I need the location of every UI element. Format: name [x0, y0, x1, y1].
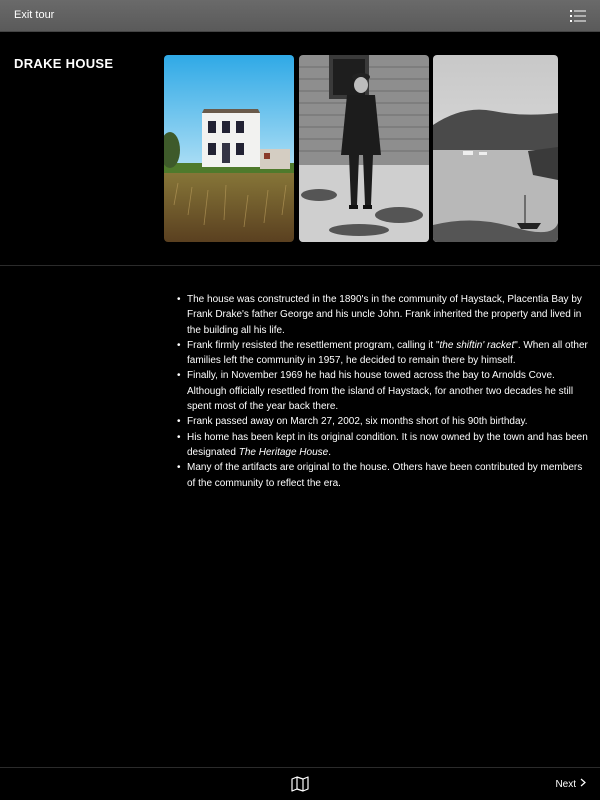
- next-label: Next: [555, 779, 576, 790]
- description: [177, 292, 589, 491]
- frank-drake-portrait-photo[interactable]: [299, 55, 429, 242]
- haystack-harbor-photo[interactable]: [433, 55, 558, 242]
- page-title: DRAKE HOUSE: [14, 56, 114, 71]
- list-item-text: Many of the artifacts are original to the house. Others have been contributed by members of the community to reflect the era.: [187, 462, 583, 489]
- list-item: [187, 414, 589, 429]
- list-item-text: Frank firmly resisted the resettlement program, calling it ": [187, 339, 440, 351]
- bottom-bar: [0, 767, 600, 800]
- list-item-emphasis: the shiftin' racket: [439, 339, 515, 351]
- list-item: [187, 368, 589, 414]
- chevron-right-icon: [580, 778, 586, 790]
- list-item-text: Finally, in November 1969 he had his house towed across the bay to Arnolds Cove. Although officially resettled from the island of Haystack, for another two decades he still spent most of the year back there.: [187, 370, 574, 413]
- list-item: [187, 460, 589, 491]
- description-list: [177, 292, 589, 491]
- section-divider: [0, 265, 600, 266]
- list-item: [187, 338, 589, 369]
- drake-house-color-photo[interactable]: [164, 55, 294, 242]
- list-icon[interactable]: [570, 9, 586, 23]
- list-item: [187, 430, 589, 461]
- map-icon[interactable]: [291, 776, 309, 792]
- list-item: [187, 292, 589, 338]
- top-bar: [0, 0, 600, 32]
- list-item-emphasis: The Heritage House: [238, 446, 329, 458]
- next-button[interactable]: [555, 778, 586, 790]
- exit-tour-button[interactable]: Exit tour: [14, 9, 55, 21]
- list-item-text: .: [328, 446, 331, 458]
- list-item-text: ". When all other families left the community in 1957, he decided to remain there by himself.: [187, 339, 588, 367]
- list-item-text: Frank passed away on March 27, 2002, six months short of his 90th birthday.: [187, 416, 528, 428]
- list-item-text: His home has been kept in its original condition. It is now owned by the town and has been designated: [187, 431, 588, 458]
- list-item-text: The house was constructed in the 1890's in the community of Haystack, Placentia Bay by Frank Drake's father George and his uncle John. Frank inherited the property and lived in the building all his life.: [187, 294, 582, 336]
